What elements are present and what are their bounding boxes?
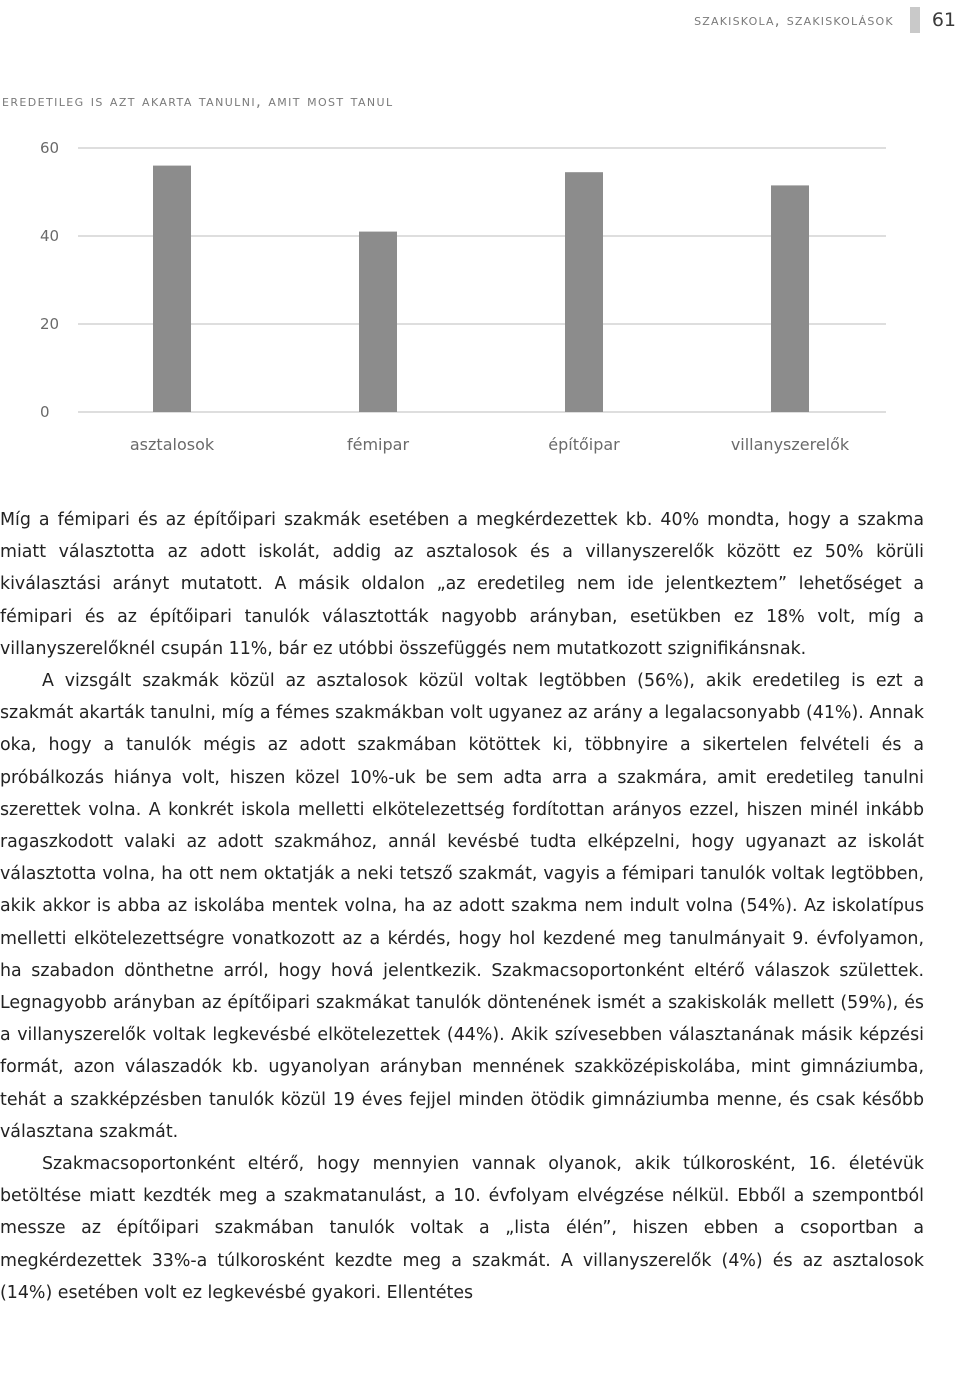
bar (565, 172, 603, 412)
running-title: szakiskola, szakiskolások (694, 11, 894, 29)
x-tick-label: építőipar (548, 435, 620, 454)
y-tick-label: 20 (40, 315, 60, 333)
bar (771, 185, 809, 412)
y-tick-label: 0 (40, 403, 50, 421)
chart-title: eredetileg is azt akarta tanulni, amit most tanul (2, 92, 394, 110)
bar (359, 232, 397, 412)
body-text (0, 504, 924, 1309)
header-divider (910, 7, 920, 33)
paragraph-1: Míg a fémipari és az építőipari szakmák esetében a megkérdezettek kb. 40% mondta, hogy a szakma miatt választotta az adott iskolát, addig az asztalosok és a villanyszerelők között ez 50% körüli kiválasztási arányt mutatott. A másik oldalon „az eredetileg nem ide jelentkeztem” lehetőséget a fémipari és az építőipari tanulók választották nagyobb arányban, esetükben ez 18% volt, míg a villanyszerelőknél csupán 11%, bár ez utóbbi összefüggés nem mutatkozott szignifikánsnak. (0, 510, 924, 659)
paragraph-3: Szakmacsoportonként eltérő, hogy mennyien vannak olyanok, akik túlkorosként, 16. életévük betöltése miatt kezdték meg a szakmatanulást, a 10. évfolyam elvégzése nélkül. Ebből a szempontból messze az építőipari szakmában tanulók voltak a „lista élén”, hiszen ebben a csoportban a megkérdezettek 33%-a túlkorosként kezdte meg a szakmát. A villanyszerelők (4%) és az asztalosok (14%) esetében volt ez legkevésbé gyakori. Ellentétes (0, 1154, 924, 1303)
bar (153, 166, 191, 412)
y-tick-label: 60 (40, 139, 60, 157)
bar-chart (0, 130, 900, 470)
y-tick-label: 40 (40, 227, 60, 245)
running-header (694, 6, 960, 34)
x-tick-label: asztalosok (129, 435, 215, 454)
x-tick-label: villanyszerelők (730, 435, 850, 454)
paragraph-2: A vizsgált szakmák közül az asztalosok közül voltak legtöbben (56%), akik eredetileg is ezt a szakmát akarták tanulni, míg a fémes szakmákban volt ugyanez az arány a legalacsonyabb (41%). Annak oka, hogy a tanulók mégis az adott szakmában kötöttek ki, többnyire a sikertelen felvételi és a próbálkozás hiánya volt, hiszen közel 10%-uk be sem adta arra a szakmára, amit eredetileg tanulni szerettek volna. A konkrét iskola melletti elkötelezettség fordítottan arányos ezzel, hiszen minél inkább ragaszkodott valaki az adott szakmához, annál kevésbé tudta elképzelni, hogy ugyanazt az iskolát választotta volna, ha ott nem oktatják a neki tetsző szakmát, vagyis a fémipari tanulók voltak legtöbben, akik akkor is abba az iskolába mentek volna, ha az adott szakma nem indult volna (54%). Az iskolatípus melletti elkötelezettségre vonatkozott az a kérdés, hogy hol kezdené meg tanulmányait 9. évfolyamon, ha szabadon dönthetne arról, hogy hová jelentkezik. Szakmacsoportonként eltérő válaszok születtek. Legnagyobb arányban az építőipari szakmákat tanulók döntenének ismét a szakiskolák mellett (59%), és a villanyszerelők voltak legkevésbé elkötelezettek (44%). Akik szívesebben választanának másik képzési formát, azon válaszadók kb. ugyanolyan arányban mennének szakközépiskolába, mint gimnáziumba, tehát a szakképzésben tanulók közül 19 éves fejjel minden ötödik gimnáziumba menne, és csak később választana szakmát. (0, 671, 924, 1142)
x-tick-label: fémipar (346, 435, 410, 454)
page-number: 61 (931, 9, 956, 31)
